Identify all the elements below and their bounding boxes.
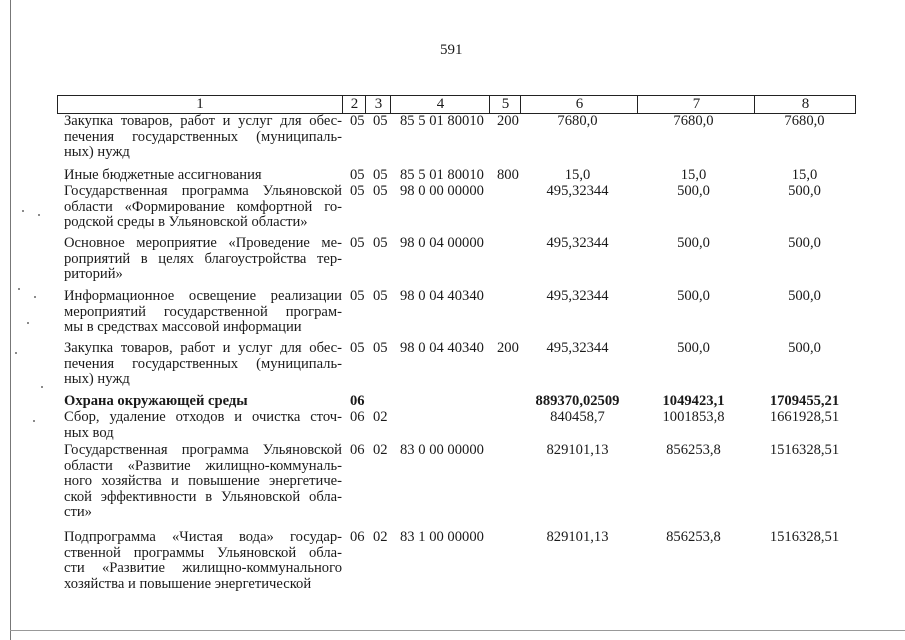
row-description: [64, 168, 342, 184]
description-line: Подпрограмма «Чистая вода» государ-: [64, 529, 342, 545]
cell-c8: 1516328,51: [769, 529, 840, 545]
description-line: хозяйства и повышение энергетической: [64, 575, 312, 592]
cell-c3: 05: [373, 167, 388, 183]
cell-c5: 200: [497, 340, 519, 356]
description-line: Сбор, удаление отходов и очистка сточ-: [64, 409, 342, 425]
cell-c7: 500,0: [677, 235, 710, 251]
cell-c8: 1661928,51: [769, 409, 840, 425]
cell-c2: 05: [350, 340, 365, 356]
header-col-8: 8: [754, 96, 856, 113]
header-col-4: 4: [390, 96, 490, 113]
row-description: [64, 443, 342, 521]
cell-c6: 495,32344: [546, 340, 609, 356]
cell-c3: 02: [373, 409, 388, 425]
scan-speck: [27, 322, 29, 324]
cell-c3: 05: [373, 340, 388, 356]
row-description: [64, 410, 342, 441]
description-line: сти «Развитие жилищно-коммунального: [64, 560, 342, 576]
scan-speck: [33, 420, 35, 422]
cell-c7: 1049423,1: [662, 393, 725, 409]
row-description: [64, 184, 342, 231]
cell-c6: 829101,13: [546, 529, 609, 545]
cell-c5: 800: [497, 167, 519, 183]
cell-c6: 495,32344: [546, 235, 609, 251]
cell-c7: 7680,0: [673, 113, 714, 129]
cell-c6: 495,32344: [546, 288, 609, 304]
scan-speck: [34, 296, 36, 298]
header-col-2: 2: [342, 96, 366, 113]
scan-speck: [18, 288, 20, 290]
row-description: [64, 114, 342, 161]
cell-c4: 85 5 01 80010: [400, 113, 484, 129]
header-col-1: 1: [196, 96, 204, 112]
cell-c6: 15,0: [564, 167, 591, 183]
cell-c2: 06: [350, 393, 365, 409]
row-description: [64, 394, 342, 410]
description-line: области «Формирование комфортной го-: [64, 198, 342, 215]
description-line: печения государственных (муниципаль-: [64, 128, 342, 145]
description-line: ных вод: [64, 424, 114, 441]
cell-c8: 15,0: [791, 167, 818, 183]
description-line: Государственная программа Ульяновской: [64, 442, 342, 458]
page-number: 591: [440, 42, 463, 58]
cell-c3: 05: [373, 288, 388, 304]
scan-speck: [15, 352, 17, 354]
description-line: ных) нужд: [64, 371, 130, 387]
cell-c3: 02: [373, 529, 388, 545]
description-line: ных) нужд: [64, 144, 130, 160]
cell-c7: 856253,8: [666, 529, 721, 545]
description-line: сти»: [64, 504, 92, 520]
cell-c5: 200: [497, 113, 519, 129]
description-line: области «Развитие жилищно-коммуналь-: [64, 457, 342, 474]
cell-c6: 495,32344: [546, 183, 609, 199]
cell-c2: 06: [350, 409, 365, 425]
header-col-3: 3: [365, 96, 391, 113]
cell-c2: 05: [350, 167, 365, 183]
row-description: [64, 236, 342, 283]
cell-c2: 05: [350, 288, 365, 304]
description-line: Государственная программа Ульяновской: [64, 183, 342, 199]
row-description: [64, 341, 342, 388]
description-line: Информационное освещение реализации: [64, 288, 342, 304]
description-line: риторий»: [64, 266, 123, 282]
cell-c2: 05: [350, 183, 365, 199]
description-line: ственной программы Ульяновской обла-: [64, 544, 342, 561]
cell-c6: 840458,7: [550, 409, 605, 425]
cell-c8: 7680,0: [784, 113, 825, 129]
cell-c6: 7680,0: [557, 113, 598, 129]
cell-c6: 889370,02509: [535, 393, 620, 409]
cell-c2: 06: [350, 442, 365, 458]
header-col-6: 6: [520, 96, 638, 113]
cell-c4: 98 0 04 00000: [400, 235, 484, 251]
cell-c3: 05: [373, 183, 388, 199]
cell-c4: 98 0 04 40340: [400, 288, 484, 304]
cell-c2: 05: [350, 113, 365, 129]
cell-c8: 1709455,21: [769, 393, 840, 409]
cell-c6: 829101,13: [546, 442, 609, 458]
cell-c3: 05: [373, 235, 388, 251]
description-line: Охрана окружающей среды: [64, 393, 248, 409]
cell-c4: 98 0 04 40340: [400, 340, 484, 356]
cell-c2: 06: [350, 529, 365, 545]
description-line: ного хозяйства и повышение энергетиче-: [64, 473, 342, 489]
cell-c4: 83 1 00 00000: [400, 529, 484, 545]
cell-c2: 05: [350, 235, 365, 251]
cell-c8: 500,0: [788, 235, 821, 251]
scan-speck: [38, 214, 40, 216]
description-line: родской среды в Ульяновской области»: [64, 214, 308, 230]
header-col-5: 5: [489, 96, 521, 113]
cell-c7: 1001853,8: [662, 409, 725, 425]
cell-c8: 1516328,51: [769, 442, 840, 458]
description-line: мероприятий государственной програм-: [64, 303, 342, 320]
description-line: ской эффективности в Ульяновской обла-: [64, 488, 342, 505]
cell-c8: 500,0: [788, 183, 821, 199]
row-description: [64, 530, 342, 592]
cell-c7: 500,0: [677, 183, 710, 199]
description-line: Иные бюджетные ассигнования: [64, 167, 262, 183]
cell-c7: 500,0: [677, 288, 710, 304]
description-line: Основное мероприятие «Проведение ме-: [64, 235, 342, 251]
description-line: мы в средствах массовой информации: [64, 319, 302, 335]
cell-c7: 15,0: [680, 167, 707, 183]
cell-c8: 500,0: [788, 340, 821, 356]
description-line: Закупка товаров, работ и услуг для обес-: [64, 340, 342, 356]
cell-c8: 500,0: [788, 288, 821, 304]
cell-c4: 85 5 01 80010: [400, 167, 484, 183]
description-line: Закупка товаров, работ и услуг для обес-: [64, 113, 342, 129]
cell-c7: 500,0: [677, 340, 710, 356]
cell-c3: 05: [373, 113, 388, 129]
cell-c3: 02: [373, 442, 388, 458]
description-line: печения государственных (муниципаль-: [64, 355, 342, 372]
description-line: роприятий в целях благоустройства тер-: [64, 250, 342, 267]
header-col-7: 7: [637, 96, 755, 113]
cell-c4: 98 0 00 00000: [400, 183, 484, 199]
cell-c7: 856253,8: [666, 442, 721, 458]
scan-speck: [41, 386, 43, 388]
row-description: [64, 289, 342, 336]
scan-speck: [22, 210, 24, 212]
cell-c4: 83 0 00 00000: [400, 442, 484, 458]
